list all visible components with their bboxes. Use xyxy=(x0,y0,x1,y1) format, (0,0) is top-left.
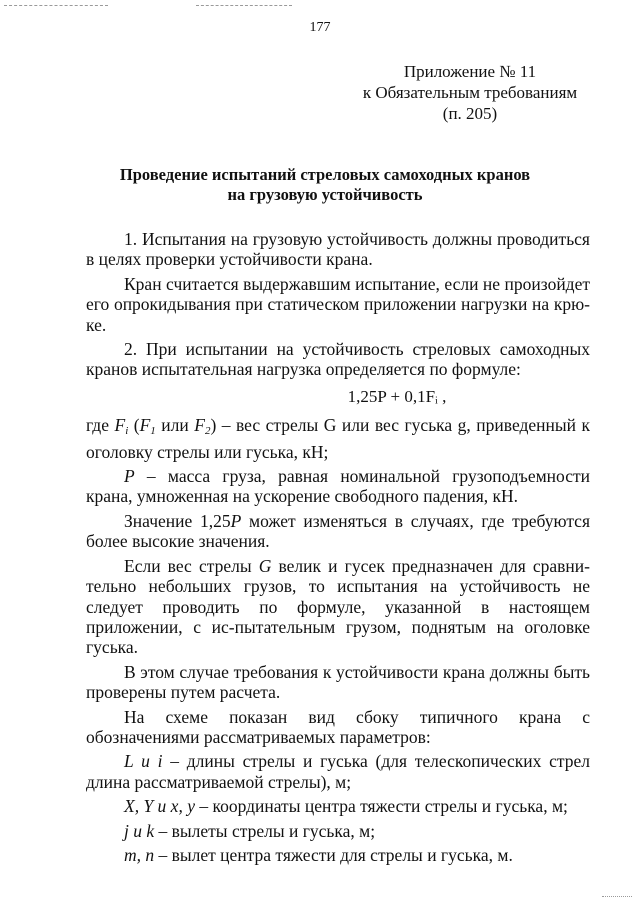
paragraph-11 xyxy=(86,796,590,816)
paragraph-4 xyxy=(86,415,590,462)
p6-rest: может изменяться в случаях, где требуются более высокие значения. xyxy=(86,510,590,552)
paragraph-5 xyxy=(86,466,590,507)
p5-rest: – масса груза, равная номинальной грузоподъемности крана, умноженная на ускорение свободного падения, кН. xyxy=(86,466,590,507)
page-number: 177 xyxy=(309,20,331,35)
p4-or: или xyxy=(161,415,189,436)
paragraph-13 xyxy=(86,845,590,865)
document-title xyxy=(60,165,590,205)
load-formula xyxy=(86,386,590,407)
p4-lead: где xyxy=(86,415,109,436)
p12-rest: – вылеты стрелы и гуська, м; xyxy=(154,820,376,841)
p12-symbols: j и k xyxy=(124,820,155,841)
paragraph-10 xyxy=(86,751,590,792)
scan-dashed-line-right xyxy=(196,5,292,6)
f2-symbol: $F_2$ xyxy=(194,415,211,438)
paragraph-6 xyxy=(86,511,590,552)
p10-rest: – длины стрелы и гуська (для телескопических стрел длина рассматриваемой стрелы), м; xyxy=(86,751,590,792)
scan-corner-mark xyxy=(602,888,632,897)
paragraph-3: 2. При испытании на устойчивость стреловых самоходных кранов испытательная нагрузка определяется по формуле: xyxy=(86,339,590,380)
paragraph-12 xyxy=(86,821,590,841)
p13-symbols: m, n xyxy=(124,844,155,865)
p4-rest: ) – вес стрелы G или вес гуська g, приведенный к оголовку стрелы или гуська, кН; xyxy=(86,415,591,462)
title-line-2: на грузовую устойчивость xyxy=(227,185,423,204)
paragraph-1: 1. Испытания на грузовую устойчивость должны проводиться в целях проверки устойчивости крана. xyxy=(86,229,590,270)
paragraph-7 xyxy=(86,556,590,658)
appendix-reference: к Обязательным требованиям xyxy=(362,83,578,102)
p11-symbols: X, Y и x, y xyxy=(124,796,195,817)
appendix-number: Приложение № 11 xyxy=(403,62,537,81)
appendix-header xyxy=(360,61,580,124)
document-body xyxy=(86,229,590,869)
p-symbol: P xyxy=(124,466,135,487)
scan-dashed-line-left xyxy=(4,5,108,6)
g-symbol: G xyxy=(258,555,272,576)
paragraph-8: В этом случае требования к устойчивости крана должны быть проверены путем расчета. xyxy=(86,661,590,703)
p7-lead: Если вес стрелы xyxy=(124,555,259,576)
formula-text: 1,25P + 0,1Fᵢ , xyxy=(347,386,447,406)
f1-symbol: $F_1$ xyxy=(139,415,156,438)
appendix-clause: (п. 205) xyxy=(442,104,498,123)
p10-symbols: L и i xyxy=(124,751,163,772)
p13-rest: – вылет центра тяжести для стрелы и гуська, м. xyxy=(154,844,513,865)
title-line-1: Проведение испытаний стреловых самоходных кранов xyxy=(119,165,531,184)
paragraph-2: Кран считается выдержавшим испытание, если не произойдет его опрокидывания при статическом приложении нагрузки на крю-ке. xyxy=(86,273,590,335)
p6-lead: Значение 1,25 xyxy=(124,510,231,531)
fi-symbol: $F_i$ xyxy=(114,415,129,438)
p11-rest: – координаты центра тяжести стрелы и гуська, м; xyxy=(194,796,568,817)
p4-paren: ( xyxy=(133,415,140,436)
p6-symbol: P xyxy=(230,510,242,531)
paragraph-9: На схеме показан вид сбоку типичного крана с обозначениями рассматриваемых параметров: xyxy=(86,706,590,747)
p7-rest: велик и гусек предназначен для сравни-тельно небольших грузов, то испытания на устойчивость не следует проводить по формуле, указанной в настоящем приложении, с ис-пытательным грузом, поднятым на оголовке гуська. xyxy=(86,555,590,658)
